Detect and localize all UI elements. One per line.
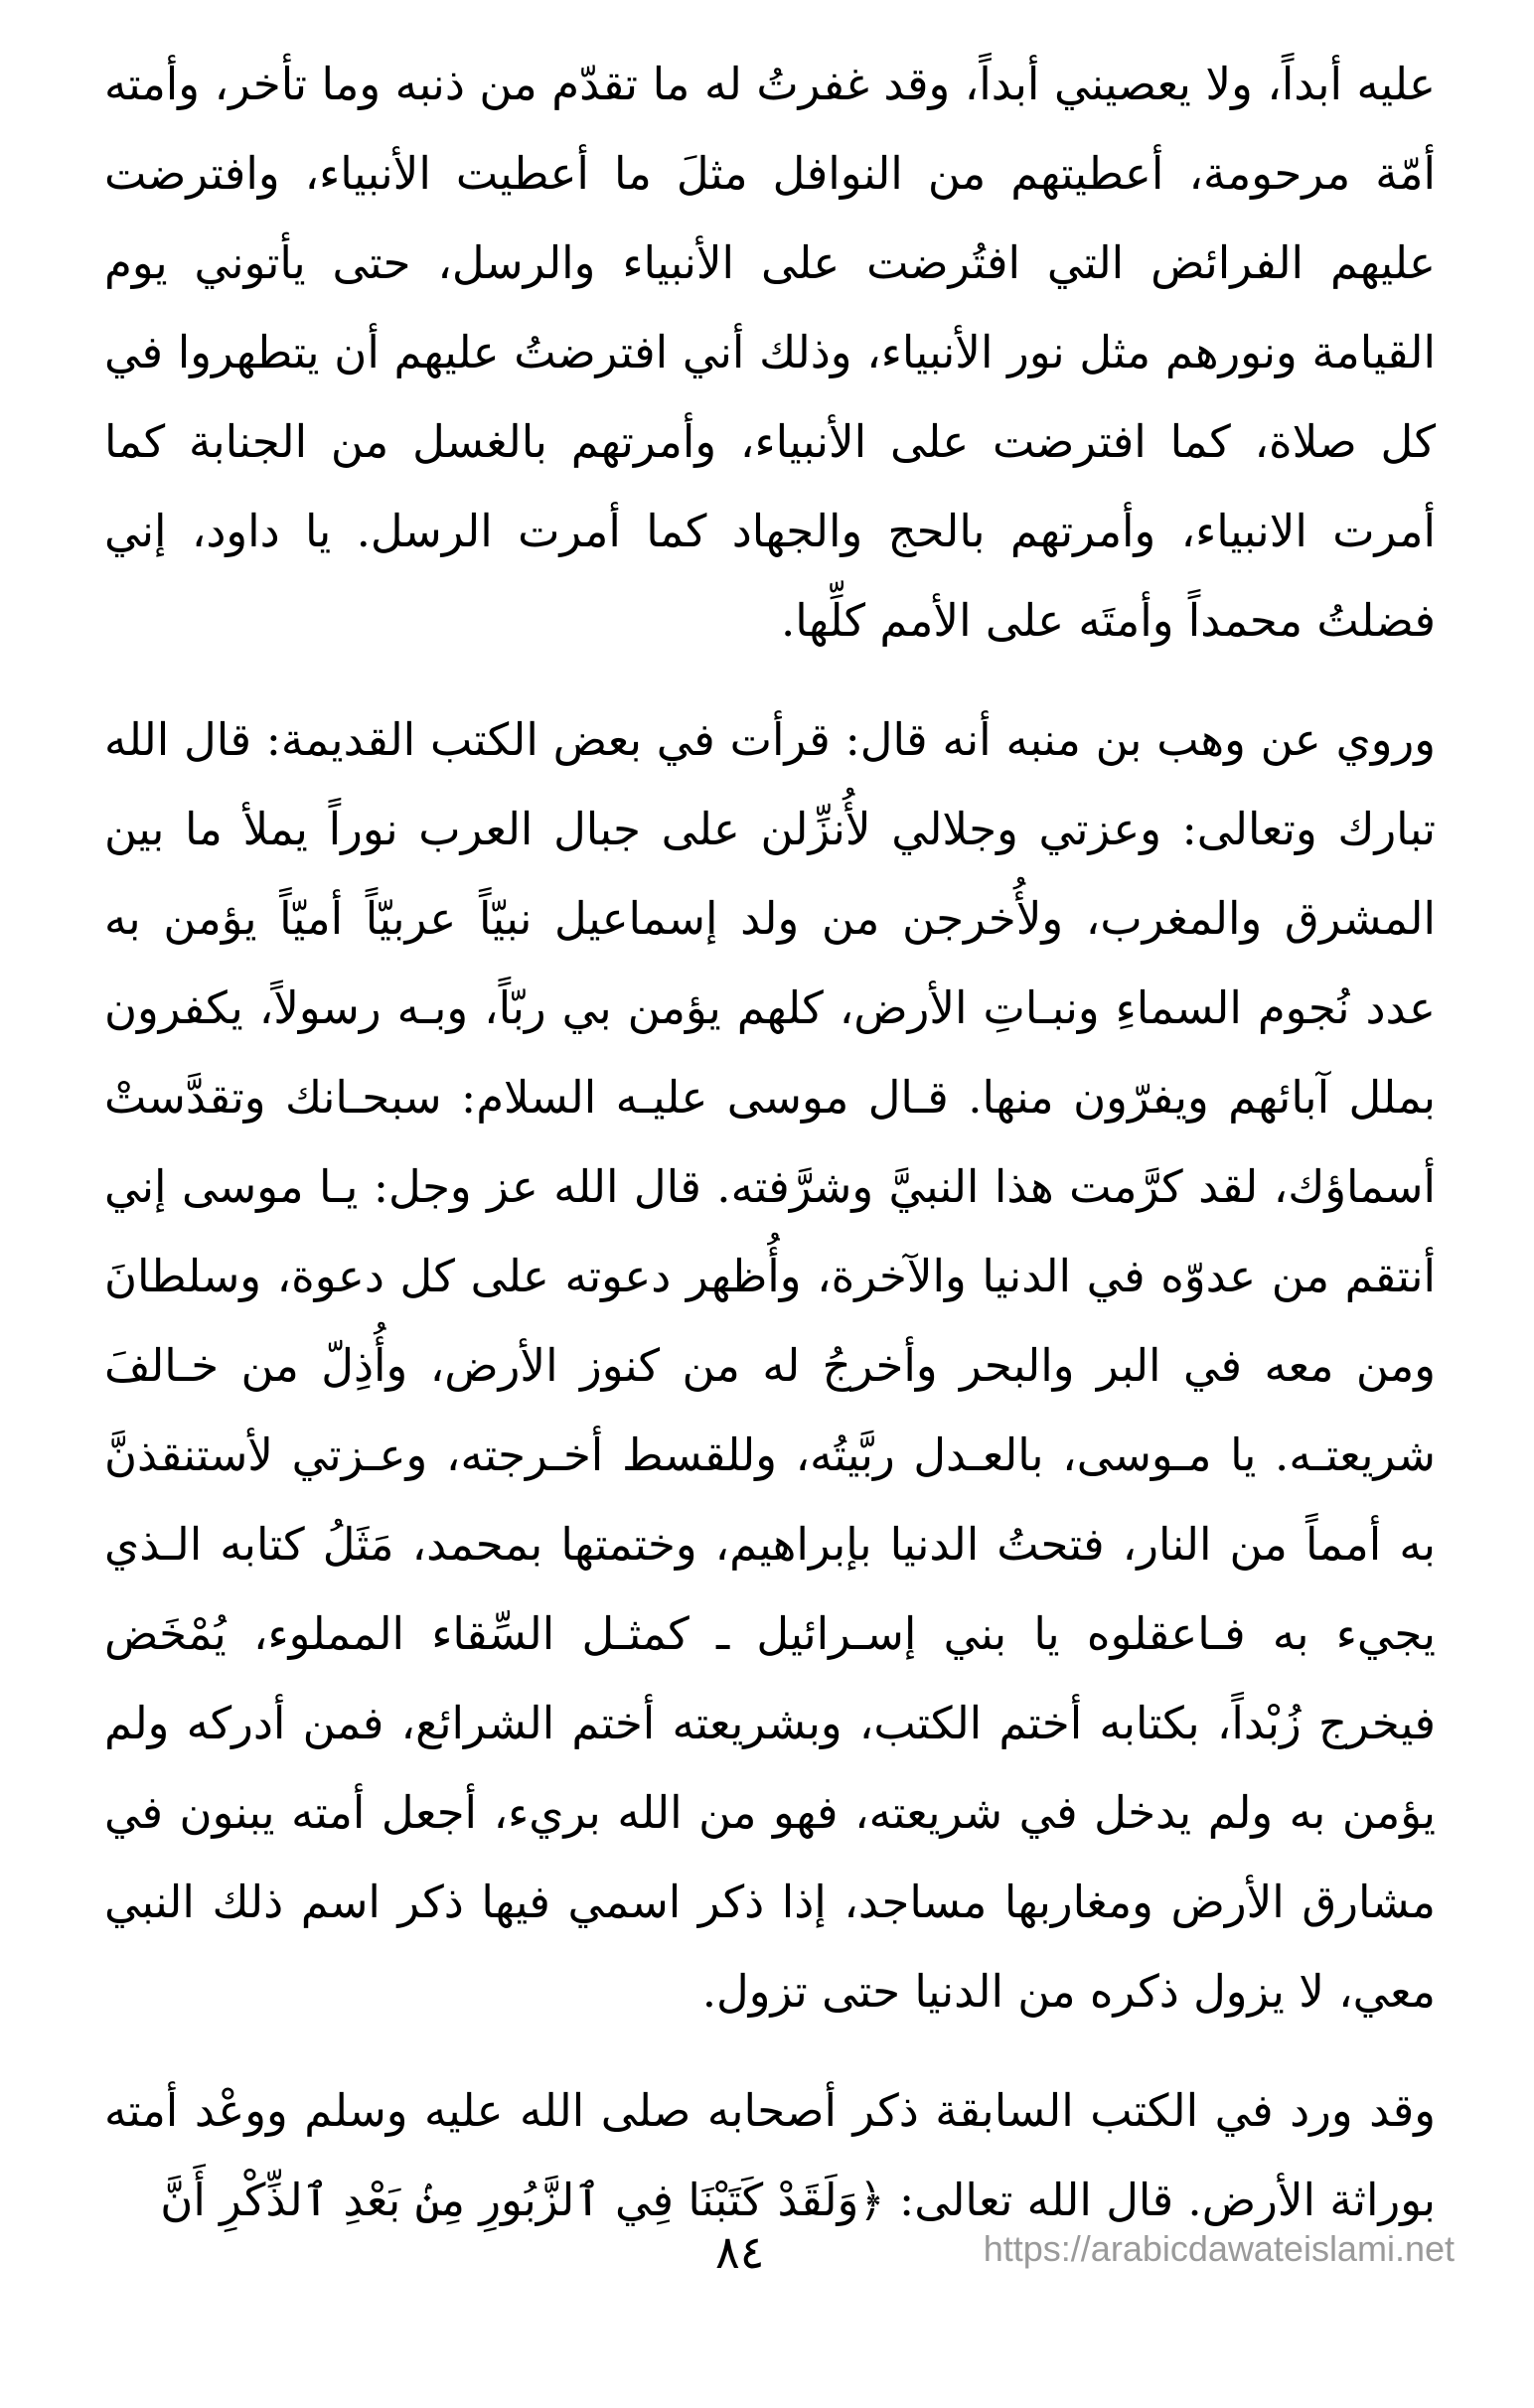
book-page xyxy=(104,40,1436,2354)
paragraph-2: وروي عن وهب بن منبه أنه قال: قرأت في بعض الكتب القديمة: قال الله تبارك وتعالى: وعزتي وجلالي لأُنزِّلن على جبال العرب نوراً يملأ ما بين المشرق والمغرب، ولأُخرجن من ولد إسماعيل نبيّاً عربيّاً أميّاً يؤمن به عدد نُجوم السماءِ ونبـاتِ الأرض، كلهم يؤمن بي ربّاً، وبـه رسولاً، يكفرون بملل آبائهم ويفرّون منها. قـال موسى عليـه السلام: سبحـانك وتقدَّستْ أسماؤك، لقد كرَّمت هذا النبيَّ وشرَّفته. قال الله عز وجل: يـا موسى إني أنتقم من عدوّه في الدنيا والآخرة، وأُظهر دعوته على كل دعوة، وسلطانَ ومن معه في البر والبحر وأخرجُ له من كنوز الأرض، وأُذِلّ من خـالفَ شريعتـه. يا مـوسى، بالعـدل ربَّيتُه، وللقسط أخـرجته، وعـزتي لأستنقذنَّ به أمماً من النار، فتحتُ الدنيا بإبراهيم، وختمتها بمحمد، مَثَلُ كتابه الـذي يجيء به فـاعقلوه يا بني إسـرائيل ـ كمثـل السِّقاء المملوء، يُمْخَض فيخرج زُبْداً، بكتابه أختم الكتب، وبشريعته أختم الشرائع، فمن أدركه ولم يؤمن به ولم يدخل في شريعته، فهو من الله بريء، أجعل أمته يبنون في مشارق الأرض ومغاربها مساجد، إذا ذكر اسمي فيها ذكر اسم ذلك النبي معي، لا يزول ذكره من الدنيا حتى تزول. xyxy=(104,713,1436,2018)
paragraph-3: وقد ورد في الكتب السابقة ذكر أصحابه صلى الله عليه وسلم ووعْد أمته بوراثة الأرض. قال الله تعالى: ﴿وَلَقَدْ كَتَبْنَا فِي ٱلزَّبُورِ مِنۢ بَعْدِ ٱلذِّكْرِ أَنَّ xyxy=(104,2084,1436,2226)
paragraph-gap xyxy=(104,2036,1436,2066)
watermark-url: https://arabicdawateislami.net xyxy=(983,2228,1455,2269)
page-number: ٨٤ xyxy=(715,2225,765,2279)
paragraph-gap xyxy=(104,666,1436,695)
paragraph-1: عليه أبداً، ولا يعصيني أبداً، وقد غفرتُ له ما تقدّم من ذنبه وما تأخر، وأمته أمّة مرحومة، أعطيتهم من النوافل مثلَ ما أعطيت الأنبياء، وافترضت عليهم الفرائض التي افتُرضت على الأنبياء والرسل، حتى يأتوني يوم القيامة ونورهم مثل نور الأنبياء، وذلك أني افترضتُ عليهم أن يتطهروا في كل صلاة، كما افترضت على الأنبياء، وأمرتهم بالغسل من الجنابة كما أمرت الانبياء، وأمرتهم بالحج والجهاد كما أمرت الرسل. يا داود، إني فضلتُ محمداً وأمتَه على الأمم كلِّها. xyxy=(104,58,1436,647)
